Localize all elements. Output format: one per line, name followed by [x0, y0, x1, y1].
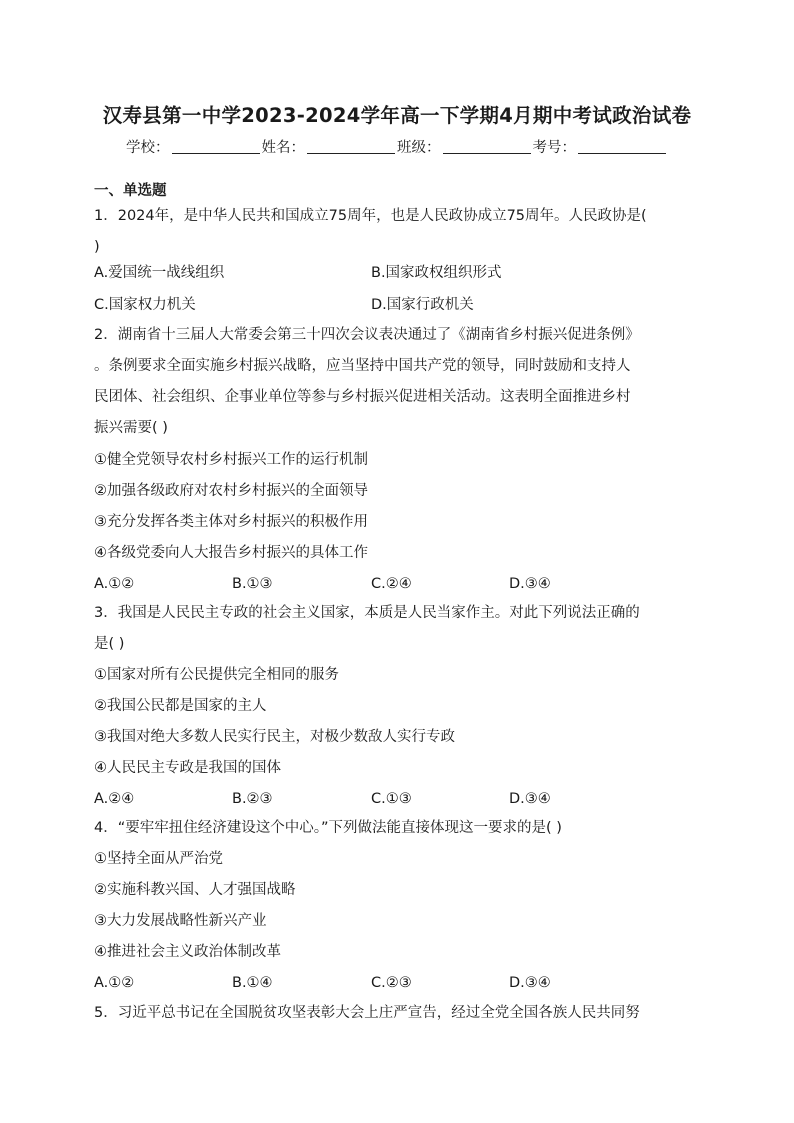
exam-number-blank[interactable] [578, 139, 666, 154]
q3-option-a[interactable]: A.②④ [94, 791, 135, 807]
q2-statement-4: ④各级党委向人大报告乡村振兴的具体工作 [94, 545, 368, 561]
q4-option-a[interactable]: A.①② [94, 975, 135, 991]
q2-stem-line1: 2．湖南省十三届人大常委会第三十四次会议表决通过了《湖南省乡村振兴促进条例》 [94, 327, 640, 343]
q4-statement-2: ②实施科教兴国、人才强国战略 [94, 882, 296, 898]
q4-options-row [94, 973, 714, 993]
q3-statement-2: ②我国公民都是国家的主人 [94, 698, 267, 714]
q4-option-c[interactable]: C.②③ [371, 975, 412, 991]
q3-option-b[interactable]: B.②③ [232, 791, 273, 807]
q2-stem-line2: 。条例要求全面实施乡村振兴战略，应当坚持中国共产党的领导，同时鼓励和支持人 [94, 358, 631, 374]
class-label: 班级： [397, 140, 441, 156]
exam-number-label: 考号： [532, 140, 576, 156]
q3-statement-1: ①国家对所有公民提供完全相同的服务 [94, 667, 339, 683]
class-blank[interactable] [443, 139, 531, 154]
q1-stem-line2: ) [94, 239, 100, 255]
school-blank[interactable] [172, 139, 260, 154]
q1-option-d[interactable]: D.国家行政机关 [371, 297, 474, 313]
q3-statement-3: ③我国对绝大多数人民实行民主，对极少数敌人实行专政 [94, 729, 455, 745]
q2-options-row [94, 574, 714, 594]
q3-option-d[interactable]: D.③④ [509, 791, 551, 807]
name-blank[interactable] [307, 139, 395, 154]
q2-stem-line4: 振兴需要( ) [94, 420, 168, 436]
q2-option-a[interactable]: A.①② [94, 576, 135, 592]
q1-options-row2 [94, 295, 714, 315]
q4-statement-4: ④推进社会主义政治体制改革 [94, 944, 281, 960]
exam-title: 汉寿县第一中学2023-2024学年高一下学期4月期中考试政治试卷 [102, 104, 692, 127]
q2-option-c[interactable]: C.②④ [371, 576, 412, 592]
q2-option-b[interactable]: B.①③ [232, 576, 273, 592]
q1-option-a[interactable]: A.爱国统一战线组织 [94, 265, 225, 281]
student-info-line [0, 136, 794, 157]
q2-stem-line3: 民团体、社会组织、企事业单位等参与乡村振兴促进相关活动。这表明全面推进乡村 [94, 389, 631, 405]
name-label: 姓名： [261, 140, 305, 156]
q1-option-c[interactable]: C.国家权力机关 [94, 297, 196, 313]
q3-stem-line2: 是( ) [94, 636, 125, 652]
q1-stem-line1: 1．2024年，是中华人民共和国成立75周年，也是人民政协成立75周年。人民政协是( [94, 208, 647, 224]
q4-statement-1: ①坚持全面从严治党 [94, 851, 223, 867]
q3-options-row [94, 789, 714, 809]
q2-statement-2: ②加强各级政府对农村乡村振兴的全面领导 [94, 483, 368, 499]
q4-stem-line1: 4．“要牢牢扭住经济建设这个中心。”下列做法能直接体现这一要求的是( ) [94, 820, 562, 836]
q2-statement-3: ③充分发挥各类主体对乡村振兴的积极作用 [94, 514, 368, 530]
q3-statement-4: ④人民民主专政是我国的国体 [94, 760, 281, 776]
q4-statement-3: ③大力发展战略性新兴产业 [94, 913, 267, 929]
q4-option-d[interactable]: D.③④ [509, 975, 551, 991]
q2-option-d[interactable]: D.③④ [509, 576, 551, 592]
q2-statement-1: ①健全党领导农村乡村振兴工作的运行机制 [94, 452, 368, 468]
section-heading: 一、单选题 [94, 183, 167, 199]
q3-stem-line1: 3．我国是人民民主专政的社会主义国家，本质是人民当家作主。对此下列说法正确的 [94, 605, 640, 621]
school-label: 学校： [126, 140, 170, 156]
q1-options-row1 [94, 263, 714, 283]
q5-stem-line1: 5．习近平总书记在全国脱贫攻坚表彰大会上庄严宣告，经过全党全国各族人民共同努 [94, 1005, 640, 1021]
q4-option-b[interactable]: B.①④ [232, 975, 273, 991]
q1-option-b[interactable]: B.国家政权组织形式 [371, 265, 502, 281]
q3-option-c[interactable]: C.①③ [371, 791, 412, 807]
